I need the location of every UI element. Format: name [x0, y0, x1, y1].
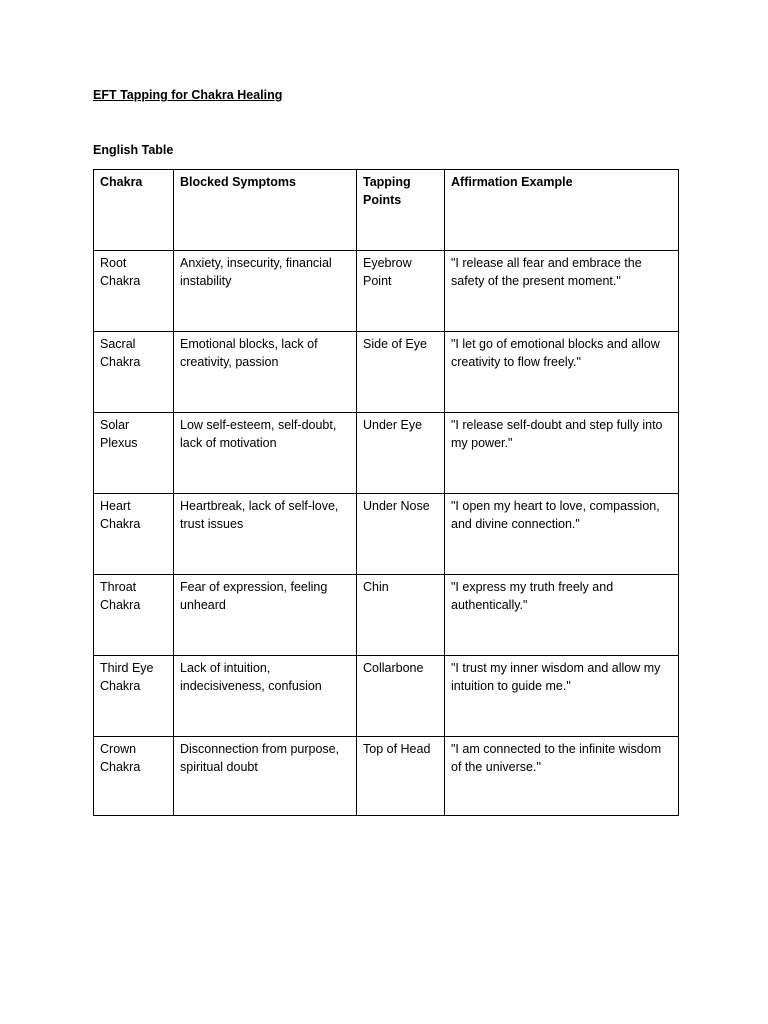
- header-chakra: Chakra: [94, 170, 174, 251]
- header-affirmation-example: Affirmation Example: [445, 170, 679, 251]
- cell-chakra: Root Chakra: [94, 251, 174, 332]
- cell-tapping-point: Under Eye: [357, 413, 445, 494]
- cell-symptoms: Anxiety, insecurity, financial instability: [174, 251, 357, 332]
- header-blocked-symptoms: Blocked Symptoms: [174, 170, 357, 251]
- cell-symptoms: Lack of intuition, indecisiveness, confusion: [174, 656, 357, 737]
- table-row: [94, 494, 679, 575]
- cell-affirmation: "I express my truth freely and authentically.": [445, 575, 679, 656]
- table-row: [94, 575, 679, 656]
- cell-tapping-point: Chin: [357, 575, 445, 656]
- table-row: [94, 413, 679, 494]
- cell-symptoms: Low self-esteem, self-doubt, lack of motivation: [174, 413, 357, 494]
- cell-chakra: Crown Chakra: [94, 737, 174, 816]
- table-header-row: [94, 170, 679, 251]
- cell-tapping-point: Side of Eye: [357, 332, 445, 413]
- cell-affirmation: "I let go of emotional blocks and allow creativity to flow freely.": [445, 332, 679, 413]
- table-row: [94, 737, 679, 816]
- table-row: [94, 332, 679, 413]
- cell-affirmation: "I am connected to the infinite wisdom of the universe.": [445, 737, 679, 816]
- table-row: [94, 656, 679, 737]
- cell-affirmation: "I release self-doubt and step fully into my power.": [445, 413, 679, 494]
- cell-affirmation: "I open my heart to love, compassion, and divine connection.": [445, 494, 679, 575]
- cell-chakra: Sacral Chakra: [94, 332, 174, 413]
- cell-tapping-point: Collarbone: [357, 656, 445, 737]
- cell-chakra: Throat Chakra: [94, 575, 174, 656]
- cell-chakra: Third Eye Chakra: [94, 656, 174, 737]
- cell-chakra: Heart Chakra: [94, 494, 174, 575]
- document-title: EFT Tapping for Chakra Healing: [93, 88, 283, 102]
- cell-affirmation: "I release all fear and embrace the safety of the present moment.": [445, 251, 679, 332]
- cell-chakra: Solar Plexus: [94, 413, 174, 494]
- cell-tapping-point: Under Nose: [357, 494, 445, 575]
- cell-tapping-point: Top of Head: [357, 737, 445, 816]
- table-heading: English Table: [93, 143, 174, 157]
- cell-affirmation: "I trust my inner wisdom and allow my intuition to guide me.": [445, 656, 679, 737]
- cell-tapping-point: Eyebrow Point: [357, 251, 445, 332]
- cell-symptoms: Disconnection from purpose, spiritual doubt: [174, 737, 357, 816]
- cell-symptoms: Emotional blocks, lack of creativity, passion: [174, 332, 357, 413]
- table-row: [94, 251, 679, 332]
- cell-symptoms: Fear of expression, feeling unheard: [174, 575, 357, 656]
- cell-symptoms: Heartbreak, lack of self-love, trust issues: [174, 494, 357, 575]
- header-tapping-points: Tapping Points: [357, 170, 445, 251]
- chakra-table: [93, 169, 679, 816]
